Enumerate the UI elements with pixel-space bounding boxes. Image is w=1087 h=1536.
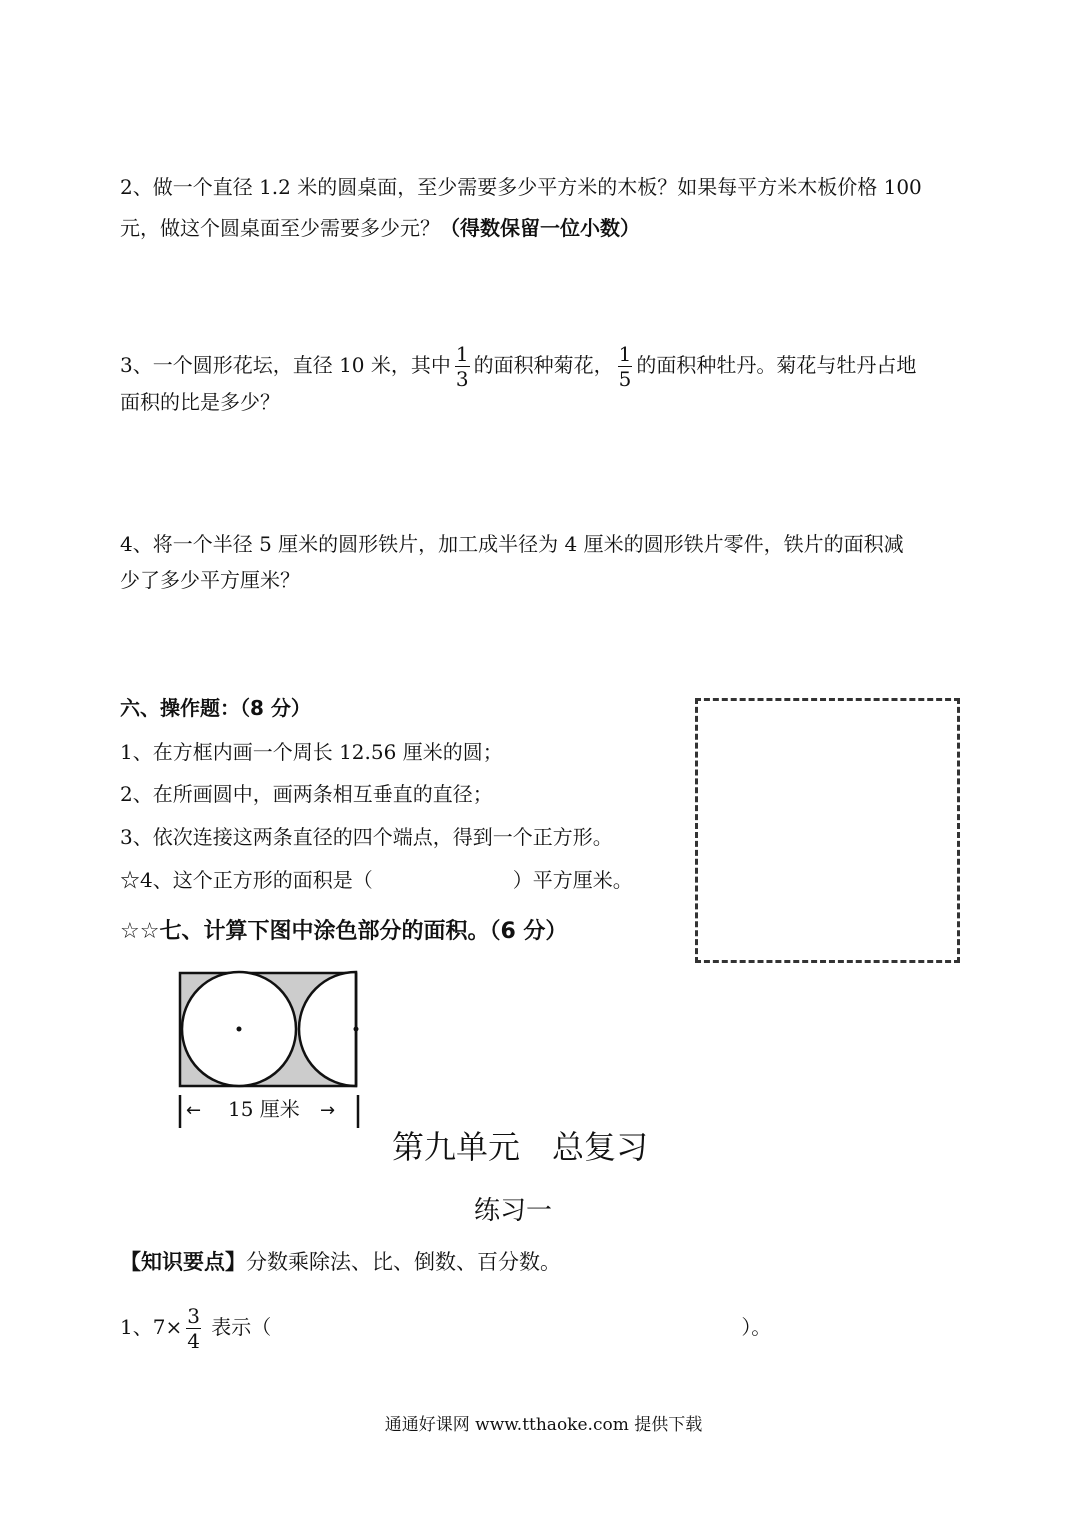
q3-part2: 的面积种菊花，	[473, 353, 614, 377]
q4-line1: 4、将一个半径 5 厘米的圆形铁片，加工成半径为 4 厘米的圆形铁片零件，铁片的面积减	[120, 532, 904, 556]
q1-line	[120, 1306, 771, 1351]
section6-item4-suffix: ）平方厘米。	[512, 868, 633, 892]
q3-fraction-2-denominator: 5	[618, 367, 632, 391]
shaded-area-figure	[170, 965, 370, 1135]
section7-heading: ☆☆七、计算下图中涂色部分的面积。（6 分）	[120, 919, 568, 944]
q1-fraction-numerator: 3	[187, 1304, 200, 1328]
q1-fraction	[186, 1306, 201, 1351]
q3-fraction-1-denominator: 3	[455, 367, 469, 391]
section6-item4	[120, 868, 633, 892]
q1-prefix: 1、7×	[120, 1315, 183, 1339]
knowledge-text: 分数乘除法、比、倒数、百分数。	[246, 1250, 561, 1274]
knowledge-line	[120, 1250, 561, 1274]
section6-heading: 六、操作题：（8 分）	[120, 696, 311, 720]
q1-fraction-denominator: 4	[187, 1329, 200, 1353]
q4-line2: 少了多少平方厘米？	[120, 568, 300, 592]
unit-title: 第九单元 总复习	[391, 1128, 648, 1166]
q2-line2-text: 元，做这个圆桌面至少需要多少元？	[120, 216, 440, 240]
q2-line1: 2、做一个直径 1.2 米的圆桌面，至少需要多少平方米的木板？如果每平方米木板价格 100	[120, 175, 922, 199]
q3-fraction-1	[455, 344, 470, 389]
q2-note: （得数保留一位小数）	[440, 216, 640, 240]
q1-suffix: ）。	[741, 1315, 772, 1339]
dimension-label: 15 厘米	[228, 1097, 300, 1121]
knowledge-label: 【知识要点】	[120, 1250, 246, 1274]
footer: 通通好课网 www.tthaoke.com 提供下载	[384, 1415, 703, 1435]
section6-item1: 1、在方框内画一个周长 12.56 厘米的圆；	[120, 740, 503, 764]
q1-middle: 表示（	[204, 1315, 272, 1339]
dimension-right-arrow: →	[320, 1100, 336, 1121]
circle-center-dot	[237, 1027, 242, 1032]
q3-part1: 3、一个圆形花坛，直径 10 米，其中	[120, 353, 451, 377]
unit-subtitle: 练习一	[473, 1196, 552, 1226]
section6-item2: 2、在所画圆中，画两条相互垂直的直径；	[120, 782, 493, 806]
q3-fraction-2-numerator: 1	[618, 342, 632, 366]
drawing-box[interactable]	[695, 698, 960, 963]
dimension-left-arrow: ←	[186, 1100, 202, 1121]
q2-line2	[120, 216, 640, 240]
q3-fraction-1-numerator: 1	[455, 342, 469, 366]
half-circle-center-dot	[354, 1027, 359, 1032]
section6-item3: 3、依次连接这两条直径的四个端点，得到一个正方形。	[120, 825, 613, 849]
q3-line1	[120, 344, 916, 389]
q3-fraction-2	[618, 344, 633, 389]
q3-line2: 面积的比是多少？	[120, 390, 280, 414]
section6-item4-prefix: ☆4、这个正方形的面积是（	[120, 868, 373, 892]
q3-part3: 的面积种牡丹。菊花与牡丹占地	[636, 353, 917, 377]
